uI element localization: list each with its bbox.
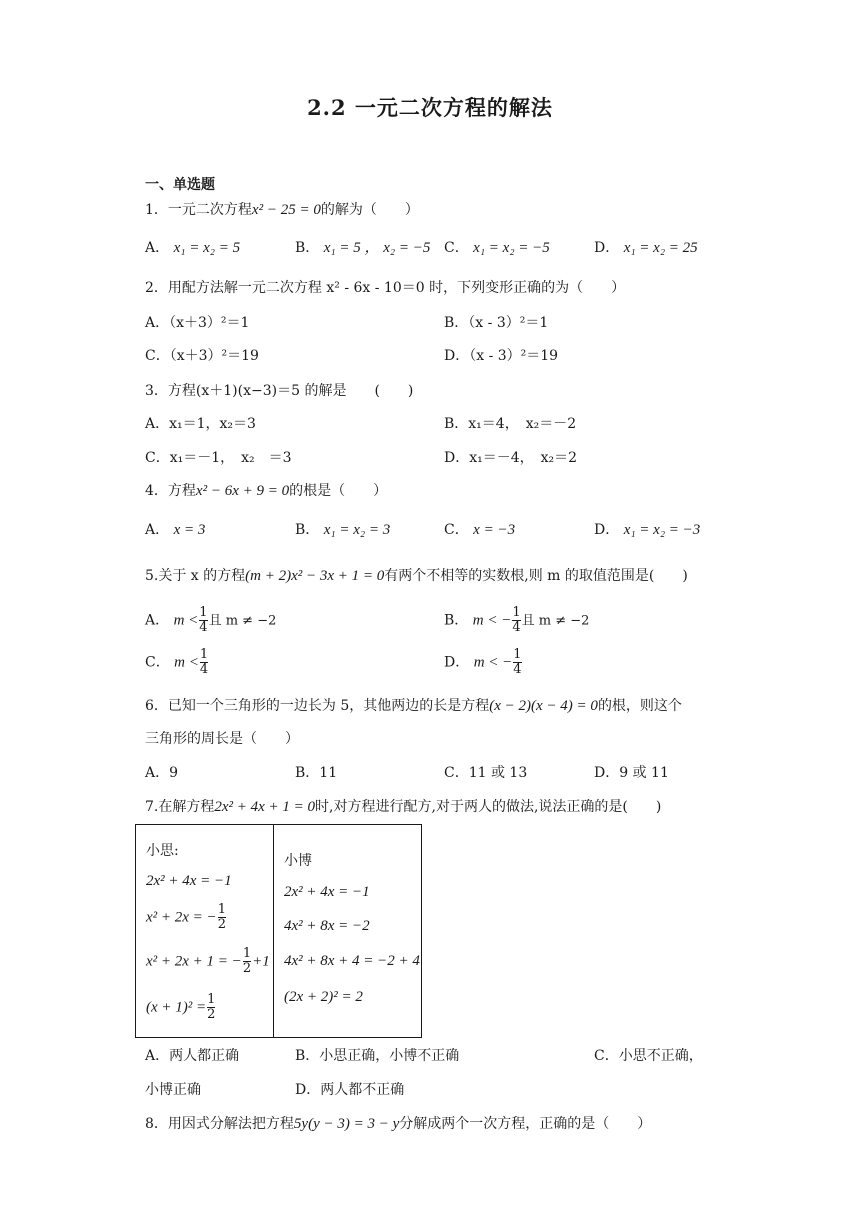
question-5-equation: (m + 2)x² − 3x + 1 = 0	[245, 568, 385, 584]
xiaosi-step-3: x² + 2x + 1 = − $\frac{1}{2}$ +1	[146, 946, 270, 976]
question-2-stem: 2．用配方法解一元二次方程 x² - 6x - 10＝0 时，下列变形正确的为（ ）	[145, 280, 626, 296]
question-1-option-a: A． x₁ = x₂ = 5	[145, 240, 241, 256]
section-heading: 一、单选题	[145, 177, 215, 193]
question-7-option-a: A．两人都正确	[145, 1048, 240, 1064]
xiaosi-step-1: 2x² + 4x = −1	[146, 873, 232, 889]
question-1-option-c: C． x₁ = x₂ = −5	[444, 240, 550, 256]
question-2-option-b: B．（x - 3）²＝1	[444, 315, 549, 331]
question-2-option-d: D．（x - 3）²＝19	[444, 348, 559, 364]
question-4-option-b: B． x₁ = x₂ = 3	[295, 522, 391, 538]
xiaobo-step-1: 2x² + 4x = −1	[284, 884, 370, 900]
question-1-option-b: B． x₁ = 5 ， x₂ = −5	[295, 240, 431, 256]
question-2-option-a: A．（x＋3）²＝1	[145, 315, 250, 331]
xiaobo-step-4: (2x + 2)² = 2	[284, 989, 363, 1005]
question-3-option-c: C．x₁＝－1， x₂ ＝3	[145, 450, 292, 466]
question-6-option-d: D．9 或 11	[594, 765, 669, 781]
question-4-option-a: A． x = 3	[145, 522, 206, 538]
xiaobo-step-3: 4x² + 8x + 4 = −2 + 4	[284, 953, 420, 969]
question-7-option-b: B．小思正确，小博不正确	[295, 1048, 460, 1064]
question-8-equation: 5y(y − 3) = 3 − y	[293, 1116, 400, 1132]
question-3-option-d: D．x₁＝－4， x₂＝2	[444, 450, 578, 466]
question-3-stem: 3．方程(x＋1)(x−3)＝5 的解是 ( )	[145, 383, 414, 399]
xiaobo-step-2: 4x² + 8x = −2	[284, 918, 370, 934]
xiaosi-step-2: x² + 2x = − $\frac{1}{2}$	[146, 902, 226, 932]
xiaosi-solution-cell	[136, 825, 274, 1038]
xiaobo-solution-cell	[274, 825, 422, 1038]
question-6-equation: (x − 2)(x − 4) = 0	[489, 698, 598, 714]
question-6-option-c: C．11 或 13	[444, 765, 528, 781]
question-1-stem: 1．一元二次方程x² − 25 = 0的解为（ ）	[145, 202, 419, 218]
question-7-option-d: D．两人都不正确	[295, 1082, 405, 1098]
xiaobo-name: 小博	[284, 853, 312, 869]
question-1-option-d: D． x₁ = x₂ = 25	[594, 240, 698, 256]
page-title: 2.2 一元二次方程的解法	[307, 95, 553, 120]
question-4-option-c: C． x = −3	[444, 522, 516, 538]
question-6-option-b: B．11	[295, 765, 338, 781]
question-5-option-c: C． m < $\frac{1}{4}$	[145, 647, 209, 677]
question-8-stem: 8．用因式分解法把方程5y(y − 3) = 3 − y分解成两个一次方程，正确的是（ ）	[145, 1116, 652, 1132]
question-6-stem: 6．已知一个三角形的一边长为 5，其他两边的长是方程(x − 2)(x − 4) = 0的根，则这个	[145, 698, 682, 714]
question-4-equation: x² − 6x + 9 = 0	[195, 483, 290, 499]
xiaosi-step-4: (x + 1)² = $\frac{1}{2}$	[146, 992, 216, 1022]
question-6-option-a: A．9	[145, 765, 179, 781]
question-4-stem: 4．方程x² − 6x + 9 = 0的根是（ ）	[145, 483, 388, 499]
question-3-option-a: A．x₁＝1，x₂＝3	[145, 416, 256, 432]
question-5-option-a: A． m < $\frac{1}{4}$ 且 m ≠ −2	[145, 605, 277, 635]
question-3-option-b: B．x₁＝4， x₂＝－2	[444, 416, 577, 432]
question-7-stem: 7.在解方程2x² + 4x + 1 = 0时,对方程进行配方,对于两人的做法,说法正确的是( )	[145, 799, 662, 815]
question-5-option-d: D． m < − $\frac{1}{4}$	[444, 647, 522, 677]
question-5-stem: 5.关于 x 的方程(m + 2)x² − 3x + 1 = 0有两个不相等的实数根,则 m 的取值范围是( )	[145, 568, 688, 584]
question-7-option-c: C．小思不正确，	[594, 1048, 703, 1064]
question-1-equation: x² − 25 = 0	[251, 202, 321, 218]
question-4-option-d: D． x₁ = x₂ = −3	[594, 522, 701, 538]
question-7-equation: 2x² + 4x + 1 = 0	[214, 799, 316, 815]
xiaosi-name: 小思:	[146, 843, 179, 859]
question-6-stem-continued: 三角形的周长是（ ）	[145, 731, 299, 747]
question-5-option-b: B． m < − $\frac{1}{4}$ 且 m ≠ −2	[444, 605, 590, 635]
question-7-option-c-continued: 小博正确	[145, 1082, 201, 1098]
solution-comparison-table	[135, 824, 422, 1038]
question-2-option-c: C．（x＋3）²＝19	[145, 348, 259, 364]
